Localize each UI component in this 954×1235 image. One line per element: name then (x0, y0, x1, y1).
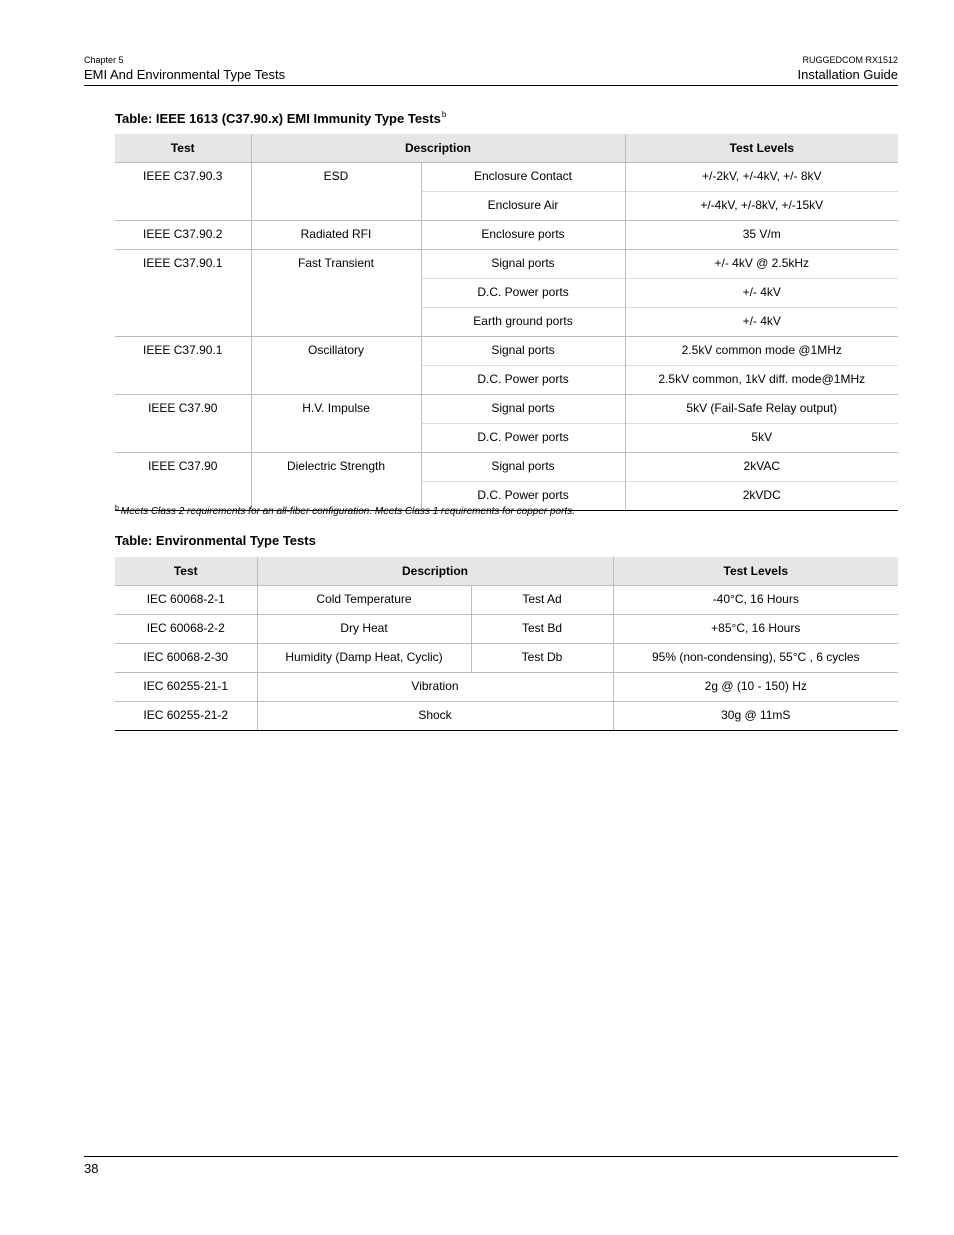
emi-immunity-table (115, 134, 898, 511)
footnote-mark: b (115, 505, 119, 512)
description-cell: Cold Temperature (257, 586, 471, 615)
sub-description-cell: Enclosure Air (421, 192, 625, 221)
description-cell: Shock (257, 702, 613, 731)
page-header (84, 55, 898, 86)
test-level-cell: 2kVDC (625, 482, 898, 511)
test-level-cell: +85°C, 16 Hours (613, 615, 898, 644)
sub-description-cell: Enclosure Contact (421, 163, 625, 192)
product-name: RUGGEDCOM RX1512 (802, 55, 898, 65)
test-cell: IEC 60068-2-30 (115, 644, 257, 673)
sub-description-cell: Enclosure ports (421, 221, 625, 250)
table-row (115, 337, 898, 366)
description-cell: ESD (251, 163, 421, 221)
test-level-cell: 30g @ 11mS (613, 702, 898, 731)
sub-description-cell: Test Bd (471, 615, 613, 644)
page-footer (84, 1156, 898, 1176)
test-cell: IEC 60255-21-1 (115, 673, 257, 702)
environmental-tests-table (115, 557, 898, 731)
table1-caption-text: Table: IEEE 1613 (C37.90.x) EMI Immunity Type Tests (115, 111, 441, 126)
column-header-test-levels: Test Levels (613, 557, 898, 586)
sub-description-cell: Test Ad (471, 586, 613, 615)
test-level-cell: 2g @ (10 - 150) Hz (613, 673, 898, 702)
sub-description-cell: Test Db (471, 644, 613, 673)
test-level-cell: +/- 4kV (625, 279, 898, 308)
test-cell: IEC 60068-2-2 (115, 615, 257, 644)
table-row (115, 702, 898, 731)
test-level-cell: 5kV (Fail-Safe Relay output) (625, 395, 898, 424)
table-row (115, 453, 898, 482)
table2-caption: Table: Environmental Type Tests (115, 533, 316, 548)
description-cell: Oscillatory (251, 337, 421, 395)
sub-description-cell: D.C. Power ports (421, 424, 625, 453)
test-level-cell: 2.5kV common mode @1MHz (625, 337, 898, 366)
test-cell: IEEE C37.90.1 (115, 337, 251, 395)
column-header-test-levels: Test Levels (625, 134, 898, 163)
table-row (115, 586, 898, 615)
test-level-cell: +/- 4kV @ 2.5kHz (625, 250, 898, 279)
test-cell: IEEE C37.90 (115, 453, 251, 511)
header-right (798, 55, 898, 83)
test-level-cell: 35 V/m (625, 221, 898, 250)
test-level-cell: +/-4kV, +/-8kV, +/-15kV (625, 192, 898, 221)
test-cell: IEEE C37.90 (115, 395, 251, 453)
test-level-cell: 2kVAC (625, 453, 898, 482)
test-level-cell: 2.5kV common, 1kV diff. mode@1MHz (625, 366, 898, 395)
table-row (115, 395, 898, 424)
description-cell: Vibration (257, 673, 613, 702)
table1-caption-footnote-mark: b (441, 110, 447, 119)
test-cell: IEEE C37.90.2 (115, 221, 251, 250)
sub-description-cell: D.C. Power ports (421, 366, 625, 395)
sub-description-cell: Earth ground ports (421, 308, 625, 337)
table-row (115, 221, 898, 250)
test-cell: IEC 60255-21-2 (115, 702, 257, 731)
table-row (115, 163, 898, 192)
sub-description-cell: Signal ports (421, 395, 625, 424)
sub-description-cell: Signal ports (421, 250, 625, 279)
description-cell: Humidity (Damp Heat, Cyclic) (257, 644, 471, 673)
table-row (115, 615, 898, 644)
test-level-cell: 95% (non-condensing), 55°C , 6 cycles (613, 644, 898, 673)
column-header-test: Test (115, 134, 251, 163)
description-cell: H.V. Impulse (251, 395, 421, 453)
description-cell: Dry Heat (257, 615, 471, 644)
footnote-text: Meets Class 2 requirements for an all-fiber configuration. Meets Class 1 requirements for copper ports. (120, 506, 575, 517)
test-level-cell: +/- 4kV (625, 308, 898, 337)
sub-description-cell: D.C. Power ports (421, 279, 625, 308)
test-level-cell: 5kV (625, 424, 898, 453)
test-cell: IEC 60068-2-1 (115, 586, 257, 615)
page-number: 38 (84, 1161, 99, 1176)
table-header-row (115, 557, 898, 586)
sub-description-cell: D.C. Power ports (421, 482, 625, 511)
chapter-label: Chapter 5 (84, 55, 124, 65)
description-cell: Fast Transient (251, 250, 421, 337)
description-cell: Radiated RFI (251, 221, 421, 250)
test-level-cell: +/-2kV, +/-4kV, +/- 8kV (625, 163, 898, 192)
description-cell: Dielectric Strength (251, 453, 421, 511)
table-row (115, 250, 898, 279)
table1-footnote (115, 505, 575, 517)
test-cell: IEEE C37.90.3 (115, 163, 251, 221)
table1-caption (115, 110, 446, 126)
column-header-description: Description (257, 557, 613, 586)
section-title: EMI And Environmental Type Tests (84, 67, 286, 82)
header-left (84, 55, 285, 83)
table-row (115, 673, 898, 702)
column-header-test: Test (115, 557, 257, 586)
test-level-cell: -40°C, 16 Hours (613, 586, 898, 615)
test-cell: IEEE C37.90.1 (115, 250, 251, 337)
column-header-description: Description (251, 134, 625, 163)
sub-description-cell: Signal ports (421, 453, 625, 482)
document-title: Installation Guide (797, 67, 898, 82)
table-row (115, 644, 898, 673)
table-header-row (115, 134, 898, 163)
sub-description-cell: Signal ports (421, 337, 625, 366)
